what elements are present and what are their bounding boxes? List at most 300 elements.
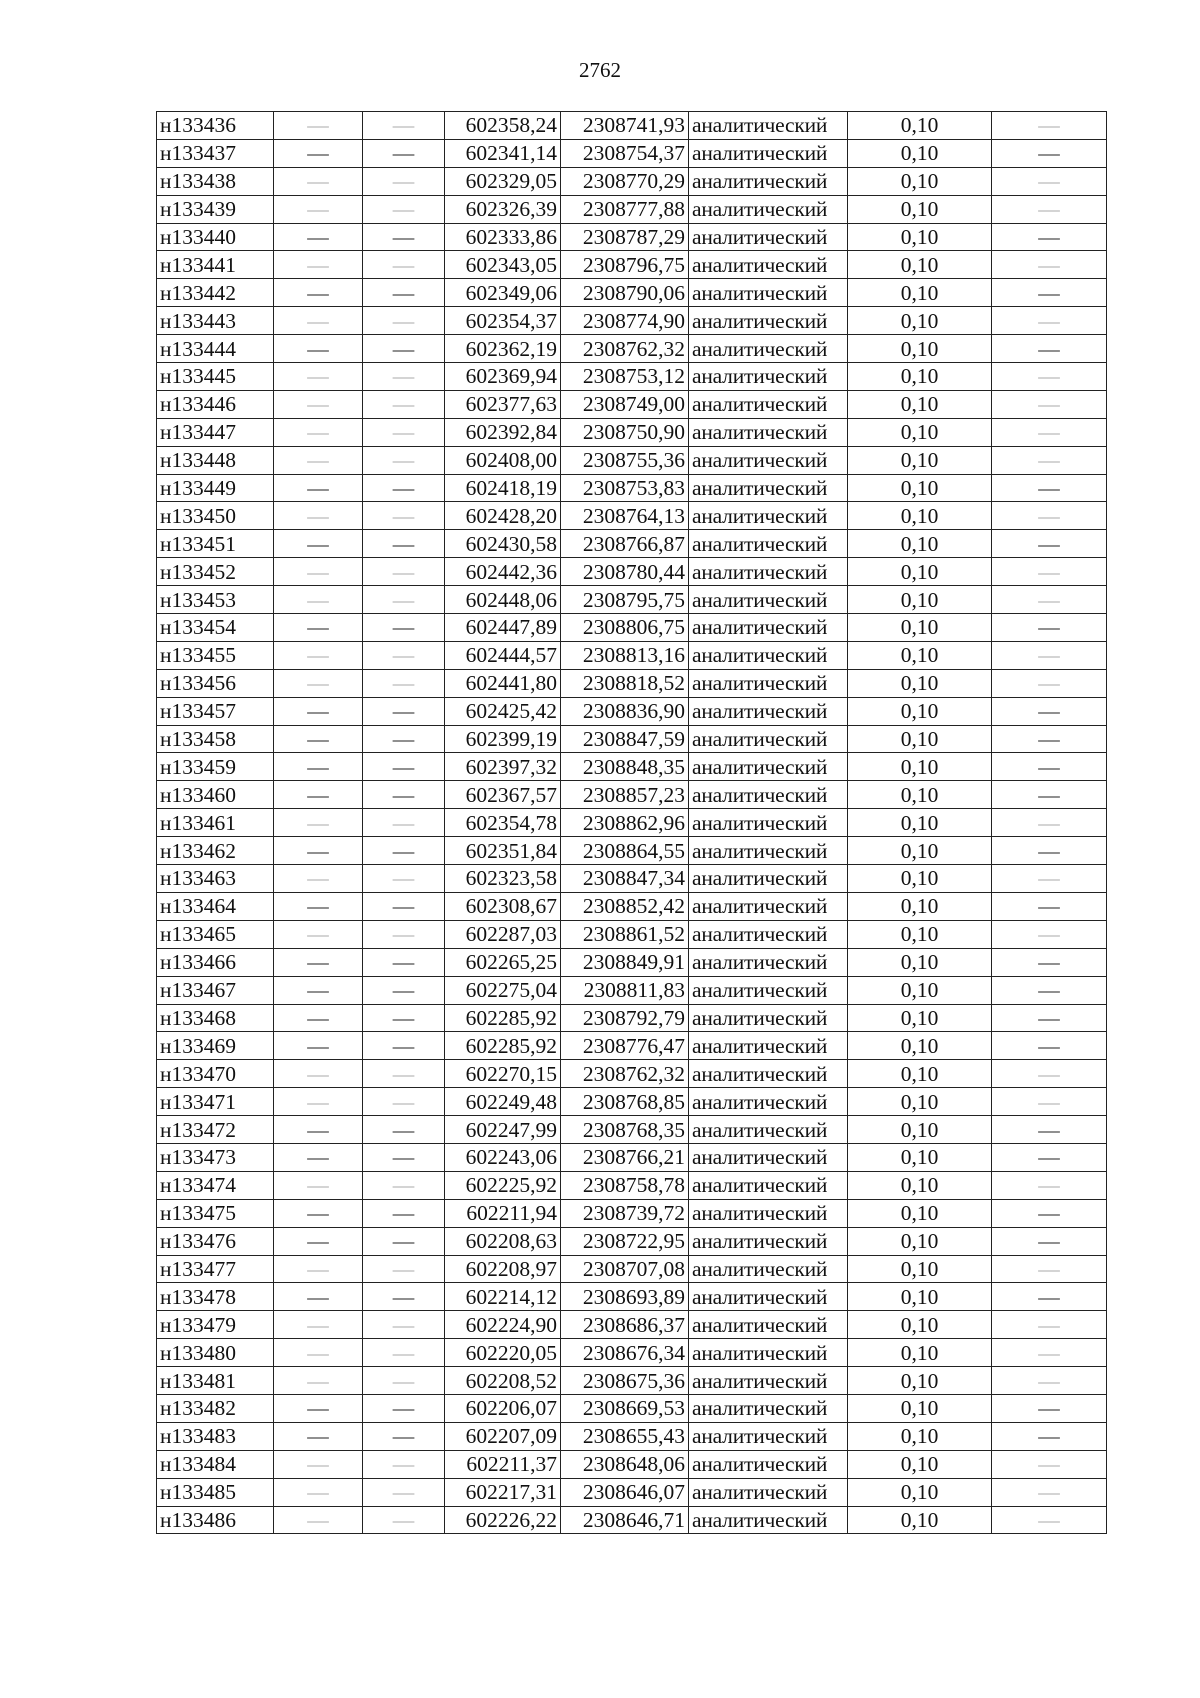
x-coordinate-cell: 602367,57 — [445, 781, 561, 809]
method-cell: аналитический — [689, 446, 848, 474]
method-cell: аналитический — [689, 1339, 848, 1367]
y-coordinate-cell: 2308768,85 — [561, 1088, 689, 1116]
point-id-cell: н133451 — [157, 530, 274, 558]
empty-dash-cell: — — [992, 112, 1107, 140]
x-coordinate-cell: 602408,00 — [445, 446, 561, 474]
point-id-cell: н133457 — [157, 697, 274, 725]
table-row — [157, 112, 1107, 140]
method-cell: аналитический — [689, 1004, 848, 1032]
x-coordinate-cell: 602265,25 — [445, 948, 561, 976]
precision-cell: 0,10 — [848, 920, 992, 948]
x-coordinate-cell: 602349,06 — [445, 279, 561, 307]
precision-cell: 0,10 — [848, 1367, 992, 1395]
precision-cell: 0,10 — [848, 697, 992, 725]
y-coordinate-cell: 2308750,90 — [561, 418, 689, 446]
empty-dash-cell: — — [363, 390, 445, 418]
precision-cell: 0,10 — [848, 614, 992, 642]
table-row — [157, 335, 1107, 363]
y-coordinate-cell: 2308646,07 — [561, 1478, 689, 1506]
method-cell: аналитический — [689, 1506, 848, 1534]
empty-dash-cell: — — [363, 223, 445, 251]
empty-dash-cell: — — [363, 1478, 445, 1506]
point-id-cell: н133446 — [157, 390, 274, 418]
precision-cell: 0,10 — [848, 1506, 992, 1534]
table-body — [157, 112, 1107, 1534]
point-id-cell: н133439 — [157, 195, 274, 223]
method-cell: аналитический — [689, 307, 848, 335]
point-id-cell: н133452 — [157, 558, 274, 586]
table-row — [157, 1394, 1107, 1422]
y-coordinate-cell: 2308818,52 — [561, 669, 689, 697]
precision-cell: 0,10 — [848, 1088, 992, 1116]
method-cell: аналитический — [689, 1088, 848, 1116]
empty-dash-cell: — — [363, 641, 445, 669]
empty-dash-cell: — — [274, 1283, 363, 1311]
precision-cell: 0,10 — [848, 1450, 992, 1478]
empty-dash-cell: — — [992, 1422, 1107, 1450]
empty-dash-cell: — — [363, 725, 445, 753]
empty-dash-cell: — — [274, 279, 363, 307]
table-row — [157, 1450, 1107, 1478]
point-id-cell: н133443 — [157, 307, 274, 335]
precision-cell: 0,10 — [848, 1394, 992, 1422]
empty-dash-cell: — — [274, 1367, 363, 1395]
table-row — [157, 558, 1107, 586]
precision-cell: 0,10 — [848, 809, 992, 837]
point-id-cell: н133441 — [157, 251, 274, 279]
precision-cell: 0,10 — [848, 1060, 992, 1088]
y-coordinate-cell: 2308813,16 — [561, 641, 689, 669]
y-coordinate-cell: 2308847,34 — [561, 865, 689, 893]
y-coordinate-cell: 2308655,43 — [561, 1422, 689, 1450]
table-row — [157, 1060, 1107, 1088]
precision-cell: 0,10 — [848, 976, 992, 1004]
x-coordinate-cell: 602351,84 — [445, 837, 561, 865]
empty-dash-cell: — — [274, 363, 363, 391]
empty-dash-cell: — — [274, 1171, 363, 1199]
table-row — [157, 139, 1107, 167]
empty-dash-cell: — — [274, 446, 363, 474]
empty-dash-cell: — — [363, 112, 445, 140]
x-coordinate-cell: 602217,31 — [445, 1478, 561, 1506]
method-cell: аналитический — [689, 809, 848, 837]
table-row — [157, 279, 1107, 307]
point-id-cell: н133436 — [157, 112, 274, 140]
empty-dash-cell: — — [992, 1143, 1107, 1171]
table-row — [157, 167, 1107, 195]
method-cell: аналитический — [689, 753, 848, 781]
table-row — [157, 1422, 1107, 1450]
method-cell: аналитический — [689, 1394, 848, 1422]
empty-dash-cell: — — [274, 697, 363, 725]
empty-dash-cell: — — [992, 502, 1107, 530]
table-row — [157, 1506, 1107, 1534]
empty-dash-cell: — — [274, 753, 363, 781]
x-coordinate-cell: 602220,05 — [445, 1339, 561, 1367]
y-coordinate-cell: 2308762,32 — [561, 335, 689, 363]
method-cell: аналитический — [689, 586, 848, 614]
x-coordinate-cell: 602226,22 — [445, 1506, 561, 1534]
empty-dash-cell: — — [363, 892, 445, 920]
empty-dash-cell: — — [274, 1311, 363, 1339]
table-row — [157, 1311, 1107, 1339]
empty-dash-cell: — — [274, 1004, 363, 1032]
empty-dash-cell: — — [992, 1171, 1107, 1199]
table-row — [157, 948, 1107, 976]
empty-dash-cell: — — [363, 307, 445, 335]
method-cell: аналитический — [689, 1367, 848, 1395]
point-id-cell: н133485 — [157, 1478, 274, 1506]
y-coordinate-cell: 2308852,42 — [561, 892, 689, 920]
x-coordinate-cell: 602354,37 — [445, 307, 561, 335]
point-id-cell: н133440 — [157, 223, 274, 251]
empty-dash-cell: — — [992, 1311, 1107, 1339]
table-row — [157, 586, 1107, 614]
table-row — [157, 1004, 1107, 1032]
y-coordinate-cell: 2308755,36 — [561, 446, 689, 474]
x-coordinate-cell: 602358,24 — [445, 112, 561, 140]
point-id-cell: н133483 — [157, 1422, 274, 1450]
x-coordinate-cell: 602442,36 — [445, 558, 561, 586]
empty-dash-cell: — — [274, 195, 363, 223]
precision-cell: 0,10 — [848, 112, 992, 140]
y-coordinate-cell: 2308676,34 — [561, 1339, 689, 1367]
point-id-cell: н133473 — [157, 1143, 274, 1171]
precision-cell: 0,10 — [848, 223, 992, 251]
point-id-cell: н133465 — [157, 920, 274, 948]
y-coordinate-cell: 2308780,44 — [561, 558, 689, 586]
method-cell: аналитический — [689, 865, 848, 893]
table-row — [157, 446, 1107, 474]
empty-dash-cell: — — [274, 1450, 363, 1478]
y-coordinate-cell: 2308864,55 — [561, 837, 689, 865]
table-row — [157, 1367, 1107, 1395]
empty-dash-cell: — — [363, 948, 445, 976]
point-id-cell: н133458 — [157, 725, 274, 753]
empty-dash-cell: — — [363, 279, 445, 307]
table-row — [157, 753, 1107, 781]
table-row — [157, 390, 1107, 418]
y-coordinate-cell: 2308848,35 — [561, 753, 689, 781]
point-id-cell: н133464 — [157, 892, 274, 920]
y-coordinate-cell: 2308790,06 — [561, 279, 689, 307]
method-cell: аналитический — [689, 1478, 848, 1506]
empty-dash-cell: — — [992, 1199, 1107, 1227]
empty-dash-cell: — — [274, 474, 363, 502]
empty-dash-cell: — — [992, 1255, 1107, 1283]
point-id-cell: н133448 — [157, 446, 274, 474]
empty-dash-cell: — — [274, 1116, 363, 1144]
table-row — [157, 1088, 1107, 1116]
empty-dash-cell: — — [992, 781, 1107, 809]
x-coordinate-cell: 602441,80 — [445, 669, 561, 697]
table-row — [157, 530, 1107, 558]
method-cell: аналитический — [689, 502, 848, 530]
y-coordinate-cell: 2308764,13 — [561, 502, 689, 530]
precision-cell: 0,10 — [848, 1339, 992, 1367]
empty-dash-cell: — — [274, 865, 363, 893]
empty-dash-cell: — — [363, 1088, 445, 1116]
empty-dash-cell: — — [992, 279, 1107, 307]
x-coordinate-cell: 602397,32 — [445, 753, 561, 781]
empty-dash-cell: — — [992, 892, 1107, 920]
y-coordinate-cell: 2308806,75 — [561, 614, 689, 642]
precision-cell: 0,10 — [848, 1227, 992, 1255]
empty-dash-cell: — — [363, 1004, 445, 1032]
empty-dash-cell: — — [363, 809, 445, 837]
method-cell: аналитический — [689, 1450, 848, 1478]
x-coordinate-cell: 602208,63 — [445, 1227, 561, 1255]
empty-dash-cell: — — [992, 586, 1107, 614]
empty-dash-cell: — — [274, 1143, 363, 1171]
empty-dash-cell: — — [992, 167, 1107, 195]
empty-dash-cell: — — [992, 1088, 1107, 1116]
empty-dash-cell: — — [992, 446, 1107, 474]
point-id-cell: н133471 — [157, 1088, 274, 1116]
empty-dash-cell: — — [992, 1227, 1107, 1255]
precision-cell: 0,10 — [848, 1032, 992, 1060]
empty-dash-cell: — — [274, 1060, 363, 1088]
x-coordinate-cell: 602214,12 — [445, 1283, 561, 1311]
table-row — [157, 307, 1107, 335]
empty-dash-cell: — — [992, 1004, 1107, 1032]
point-id-cell: н133470 — [157, 1060, 274, 1088]
method-cell: аналитический — [689, 1171, 848, 1199]
table-row — [157, 781, 1107, 809]
y-coordinate-cell: 2308741,93 — [561, 112, 689, 140]
empty-dash-cell: — — [992, 418, 1107, 446]
point-id-cell: н133468 — [157, 1004, 274, 1032]
precision-cell: 0,10 — [848, 1478, 992, 1506]
table-row — [157, 502, 1107, 530]
empty-dash-cell: — — [992, 1032, 1107, 1060]
x-coordinate-cell: 602275,04 — [445, 976, 561, 1004]
empty-dash-cell: — — [992, 1116, 1107, 1144]
empty-dash-cell: — — [992, 390, 1107, 418]
y-coordinate-cell: 2308754,37 — [561, 139, 689, 167]
x-coordinate-cell: 602399,19 — [445, 725, 561, 753]
method-cell: аналитический — [689, 251, 848, 279]
method-cell: аналитический — [689, 614, 848, 642]
empty-dash-cell: — — [274, 920, 363, 948]
y-coordinate-cell: 2308753,83 — [561, 474, 689, 502]
y-coordinate-cell: 2308646,71 — [561, 1506, 689, 1534]
point-id-cell: н133459 — [157, 753, 274, 781]
empty-dash-cell: — — [274, 1199, 363, 1227]
point-id-cell: н133454 — [157, 614, 274, 642]
method-cell: аналитический — [689, 223, 848, 251]
y-coordinate-cell: 2308768,35 — [561, 1116, 689, 1144]
table-row — [157, 1143, 1107, 1171]
y-coordinate-cell: 2308795,75 — [561, 586, 689, 614]
method-cell: аналитический — [689, 1283, 848, 1311]
y-coordinate-cell: 2308753,12 — [561, 363, 689, 391]
empty-dash-cell: — — [274, 1478, 363, 1506]
method-cell: аналитический — [689, 1060, 848, 1088]
x-coordinate-cell: 602285,92 — [445, 1032, 561, 1060]
y-coordinate-cell: 2308693,89 — [561, 1283, 689, 1311]
table-row — [157, 809, 1107, 837]
precision-cell: 0,10 — [848, 363, 992, 391]
table-row — [157, 614, 1107, 642]
page-number: 2762 — [579, 58, 621, 82]
empty-dash-cell: — — [992, 195, 1107, 223]
table-row — [157, 1032, 1107, 1060]
empty-dash-cell: — — [274, 223, 363, 251]
empty-dash-cell: — — [363, 1143, 445, 1171]
y-coordinate-cell: 2308749,00 — [561, 390, 689, 418]
y-coordinate-cell: 2308762,32 — [561, 1060, 689, 1088]
table-row — [157, 474, 1107, 502]
table-row — [157, 920, 1107, 948]
empty-dash-cell: — — [992, 139, 1107, 167]
method-cell: аналитический — [689, 139, 848, 167]
precision-cell: 0,10 — [848, 1171, 992, 1199]
empty-dash-cell: — — [363, 1506, 445, 1534]
empty-dash-cell: — — [992, 865, 1107, 893]
precision-cell: 0,10 — [848, 1199, 992, 1227]
empty-dash-cell: — — [992, 1339, 1107, 1367]
empty-dash-cell: — — [274, 837, 363, 865]
method-cell: аналитический — [689, 1422, 848, 1450]
empty-dash-cell: — — [363, 167, 445, 195]
x-coordinate-cell: 602208,52 — [445, 1367, 561, 1395]
point-id-cell: н133478 — [157, 1283, 274, 1311]
precision-cell: 0,10 — [848, 307, 992, 335]
empty-dash-cell: — — [363, 139, 445, 167]
empty-dash-cell: — — [363, 865, 445, 893]
empty-dash-cell: — — [274, 892, 363, 920]
empty-dash-cell: — — [992, 725, 1107, 753]
point-id-cell: н133475 — [157, 1199, 274, 1227]
table-row — [157, 1227, 1107, 1255]
empty-dash-cell: — — [992, 335, 1107, 363]
empty-dash-cell: — — [274, 948, 363, 976]
empty-dash-cell: — — [992, 753, 1107, 781]
precision-cell: 0,10 — [848, 251, 992, 279]
empty-dash-cell: — — [274, 1255, 363, 1283]
method-cell: аналитический — [689, 892, 848, 920]
empty-dash-cell: — — [992, 837, 1107, 865]
empty-dash-cell: — — [992, 809, 1107, 837]
precision-cell: 0,10 — [848, 418, 992, 446]
x-coordinate-cell: 602362,19 — [445, 335, 561, 363]
empty-dash-cell: — — [363, 474, 445, 502]
precision-cell: 0,10 — [848, 279, 992, 307]
x-coordinate-cell: 602329,05 — [445, 167, 561, 195]
point-id-cell: н133481 — [157, 1367, 274, 1395]
precision-cell: 0,10 — [848, 390, 992, 418]
empty-dash-cell: — — [274, 1339, 363, 1367]
precision-cell: 0,10 — [848, 530, 992, 558]
empty-dash-cell: — — [992, 948, 1107, 976]
empty-dash-cell: — — [992, 669, 1107, 697]
x-coordinate-cell: 602243,06 — [445, 1143, 561, 1171]
precision-cell: 0,10 — [848, 474, 992, 502]
method-cell: аналитический — [689, 725, 848, 753]
method-cell: аналитический — [689, 1311, 848, 1339]
point-id-cell: н133453 — [157, 586, 274, 614]
empty-dash-cell: — — [992, 558, 1107, 586]
method-cell: аналитический — [689, 279, 848, 307]
method-cell: аналитический — [689, 1032, 848, 1060]
method-cell: аналитический — [689, 920, 848, 948]
table-row — [157, 1478, 1107, 1506]
point-id-cell: н133476 — [157, 1227, 274, 1255]
empty-dash-cell: — — [363, 586, 445, 614]
empty-dash-cell: — — [363, 418, 445, 446]
empty-dash-cell: — — [992, 307, 1107, 335]
table-row — [157, 669, 1107, 697]
empty-dash-cell: — — [992, 1394, 1107, 1422]
precision-cell: 0,10 — [848, 586, 992, 614]
y-coordinate-cell: 2308836,90 — [561, 697, 689, 725]
method-cell: аналитический — [689, 418, 848, 446]
empty-dash-cell: — — [992, 1283, 1107, 1311]
empty-dash-cell: — — [363, 195, 445, 223]
empty-dash-cell: — — [363, 697, 445, 725]
empty-dash-cell: — — [992, 223, 1107, 251]
empty-dash-cell: — — [274, 530, 363, 558]
method-cell: аналитический — [689, 335, 848, 363]
method-cell: аналитический — [689, 167, 848, 195]
empty-dash-cell: — — [274, 558, 363, 586]
table-row — [157, 1339, 1107, 1367]
empty-dash-cell: — — [363, 1255, 445, 1283]
precision-cell: 0,10 — [848, 865, 992, 893]
precision-cell: 0,10 — [848, 837, 992, 865]
point-id-cell: н133486 — [157, 1506, 274, 1534]
method-cell: аналитический — [689, 474, 848, 502]
method-cell: аналитический — [689, 530, 848, 558]
precision-cell: 0,10 — [848, 335, 992, 363]
y-coordinate-cell: 2308669,53 — [561, 1394, 689, 1422]
table-row — [157, 1171, 1107, 1199]
y-coordinate-cell: 2308766,87 — [561, 530, 689, 558]
x-coordinate-cell: 602285,92 — [445, 1004, 561, 1032]
empty-dash-cell: — — [992, 614, 1107, 642]
precision-cell: 0,10 — [848, 781, 992, 809]
empty-dash-cell: — — [363, 335, 445, 363]
method-cell: аналитический — [689, 837, 848, 865]
empty-dash-cell: — — [363, 1227, 445, 1255]
y-coordinate-cell: 2308862,96 — [561, 809, 689, 837]
x-coordinate-cell: 602448,06 — [445, 586, 561, 614]
y-coordinate-cell: 2308811,83 — [561, 976, 689, 1004]
empty-dash-cell: — — [274, 976, 363, 1004]
y-coordinate-cell: 2308648,06 — [561, 1450, 689, 1478]
method-cell: аналитический — [689, 781, 848, 809]
empty-dash-cell: — — [363, 1116, 445, 1144]
point-id-cell: н133449 — [157, 474, 274, 502]
point-id-cell: н133479 — [157, 1311, 274, 1339]
empty-dash-cell: — — [274, 586, 363, 614]
precision-cell: 0,10 — [848, 1255, 992, 1283]
empty-dash-cell: — — [363, 920, 445, 948]
table-row — [157, 837, 1107, 865]
empty-dash-cell: — — [363, 251, 445, 279]
x-coordinate-cell: 602369,94 — [445, 363, 561, 391]
x-coordinate-cell: 602418,19 — [445, 474, 561, 502]
precision-cell: 0,10 — [848, 1283, 992, 1311]
empty-dash-cell: — — [274, 1032, 363, 1060]
y-coordinate-cell: 2308796,75 — [561, 251, 689, 279]
empty-dash-cell: — — [274, 502, 363, 530]
point-id-cell: н133456 — [157, 669, 274, 697]
empty-dash-cell: — — [274, 1227, 363, 1255]
y-coordinate-cell: 2308857,23 — [561, 781, 689, 809]
empty-dash-cell: — — [363, 1311, 445, 1339]
